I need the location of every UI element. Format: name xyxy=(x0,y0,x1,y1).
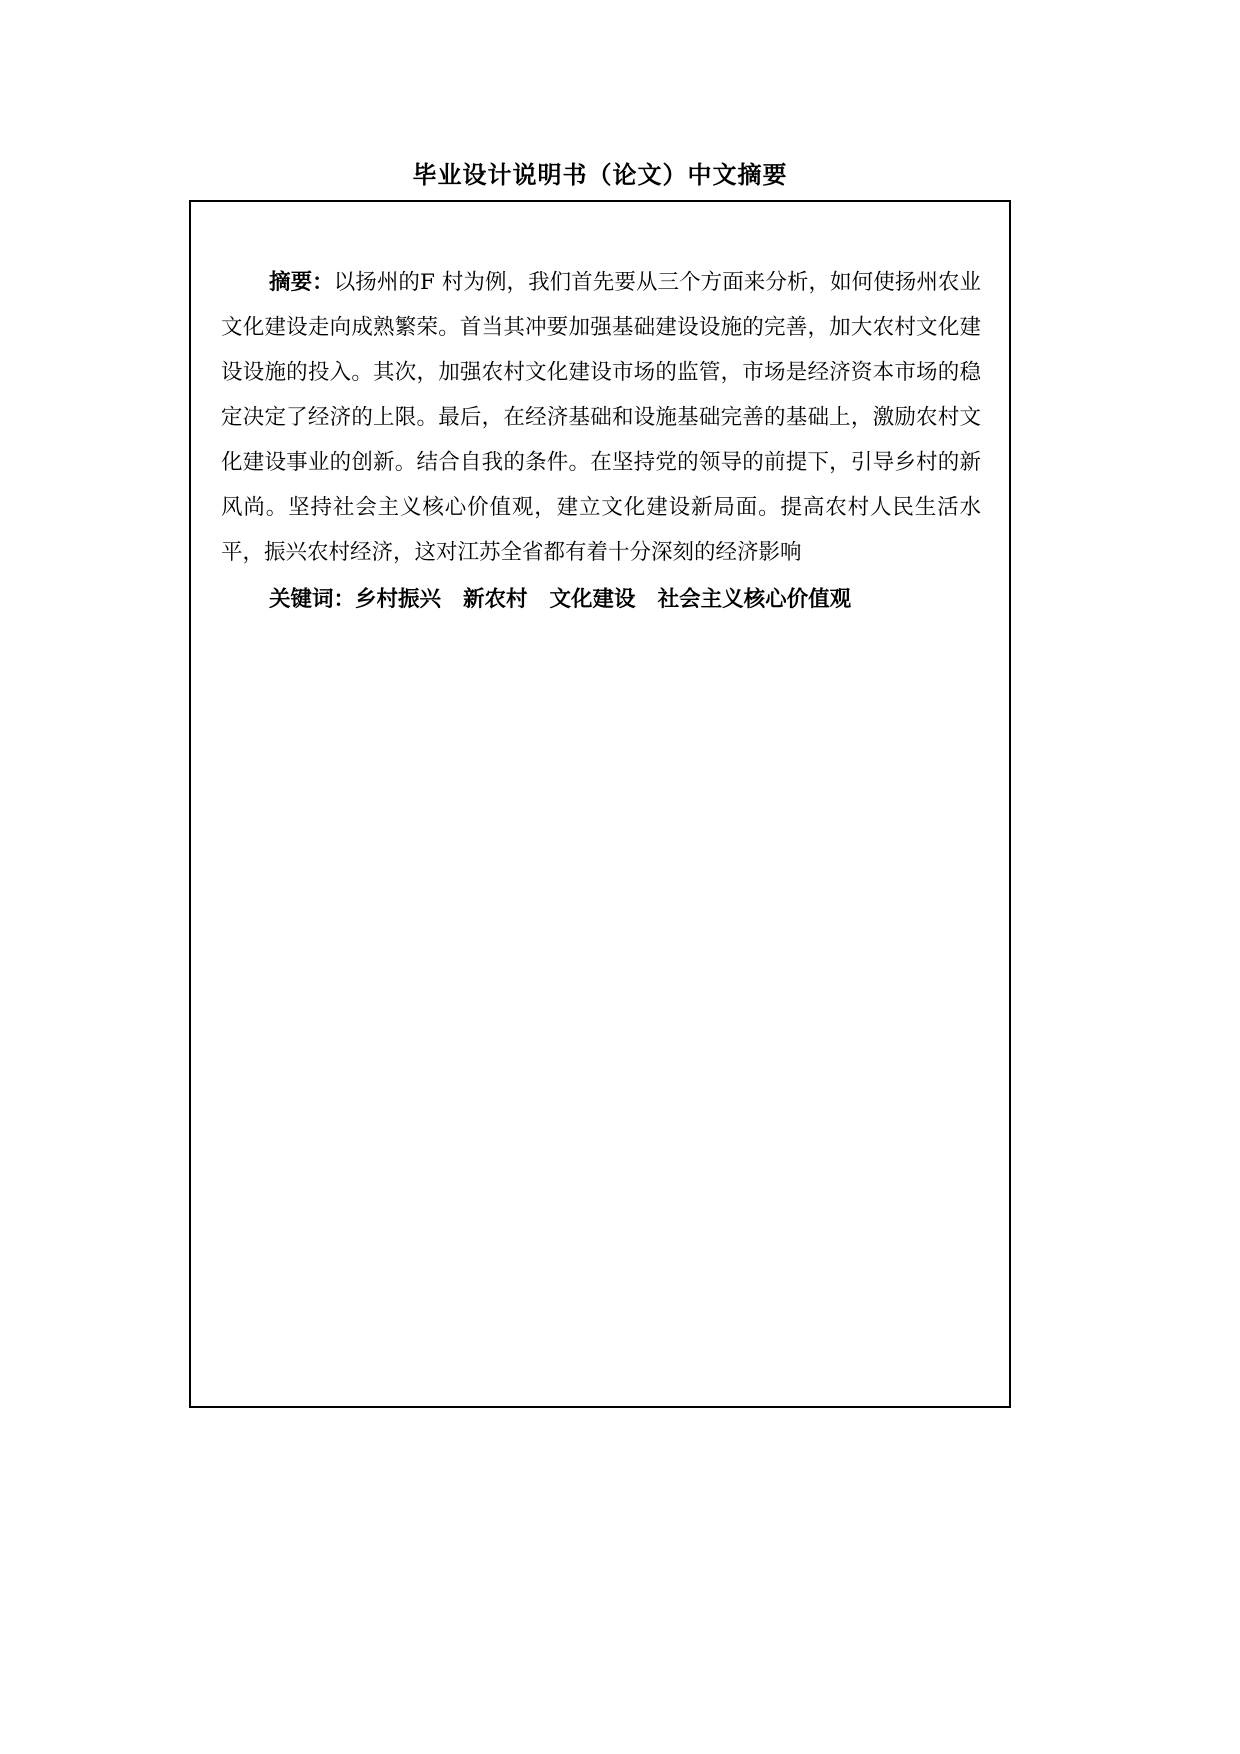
abstract-content xyxy=(221,260,981,644)
keyword-item-3: 文化建设 xyxy=(549,587,636,612)
keyword-item-1: 乡村振兴 xyxy=(355,587,442,612)
abstract-frame xyxy=(189,200,1011,1408)
abstract-label: 摘要： xyxy=(269,270,334,295)
keyword-item-2: 新农村 xyxy=(463,587,528,612)
keywords-label: 关键词： xyxy=(269,587,356,612)
keywords-line xyxy=(221,577,981,622)
page-title: 毕业设计说明书（论文）中文摘要 xyxy=(412,160,788,189)
abstract-paragraph xyxy=(221,260,981,575)
keyword-item-4: 社会主义核心价值观 xyxy=(657,587,852,612)
abstract-text: 以扬州的F 村为例，我们首先要从三个方面来分析，如何使扬州农业文化建设走向成熟繁荣。首当其冲要加强基础建设设施的完善，加大农村文化建设设施的投入。其次，加强农村文化建设市场的监管，市场是经济资本市场的稳定决定了经济的上限。最后，在经济基础和设施基础完善的基础上，激励农村文化建设事业的创新。结合自我的条件。在坚持党的领导的前提下，引导乡村的新风尚。坚持社会主义核心价值观，建立文化建设新局面。提高农村人民生活水平，振兴农村经济，这对江苏全省都有着十分深刻的经济影响 xyxy=(221,270,981,565)
